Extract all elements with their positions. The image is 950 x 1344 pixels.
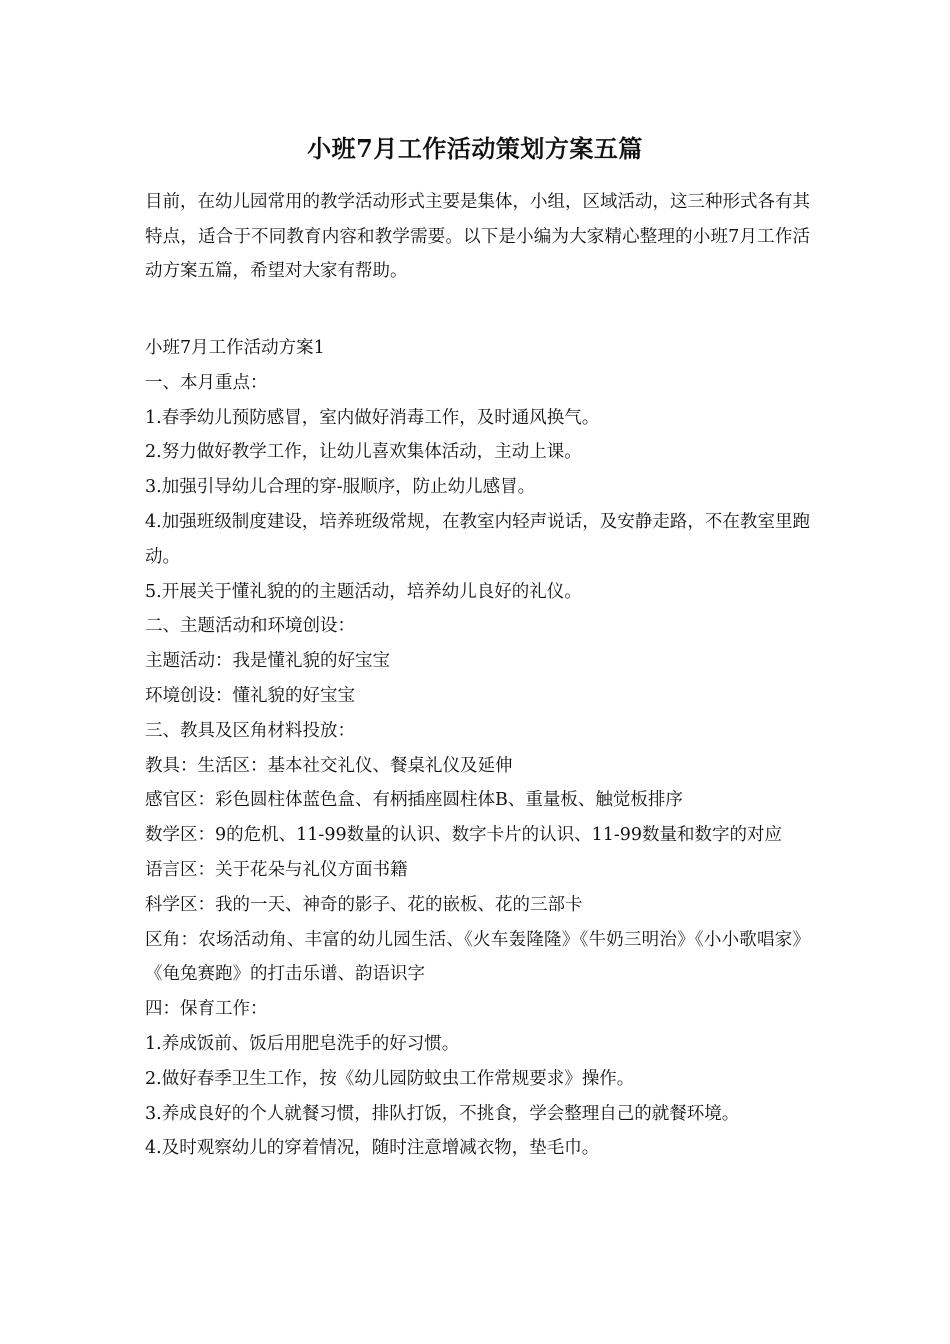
list-item: 2.努力做好教学工作，让幼儿喜欢集体活动，主动上课。 bbox=[145, 442, 582, 463]
list-item: 4.及时观察幼儿的穿着情况，随时注意增减衣物，垫毛巾。 bbox=[145, 1138, 600, 1159]
heading-theme-environment: 二、主题活动和环境创设： bbox=[145, 616, 355, 637]
list-item: 1.养成饭前、饭后用肥皂洗手的好习惯。 bbox=[145, 1033, 460, 1054]
list-item: 3.加强引导幼儿合理的穿-服顺序，防止幼儿感冒。 bbox=[145, 477, 536, 498]
text-line: 主题活动：我是懂礼貌的好宝宝 bbox=[145, 651, 390, 672]
list-item: 5.开展关于懂礼貌的的主题活动，培养幼儿良好的礼仪。 bbox=[145, 581, 582, 602]
list-item: 2.做好春季卫生工作，按《幼儿园防蚊虫工作常规要求》操作。 bbox=[145, 1068, 635, 1089]
list-item: 1.春季幼儿预防感冒，室内做好消毒工作，及时通风换气。 bbox=[145, 407, 600, 428]
document-body bbox=[145, 331, 810, 1166]
heading-materials: 三、教具及区角材料投放： bbox=[145, 720, 355, 741]
text-line: 教具：生活区：基本社交礼仪、餐桌礼仪及延伸 bbox=[145, 755, 513, 776]
heading-care-work: 四：保育工作： bbox=[145, 999, 268, 1020]
text-line: 语言区：关于花朵与礼仪方面书籍 bbox=[145, 859, 408, 880]
list-item: 3.养成良好的个人就餐习惯，排队打饭，不挑食，学会整理自己的就餐环境。 bbox=[145, 1103, 740, 1124]
text-line: 环境创设：懂礼貌的好宝宝 bbox=[145, 685, 355, 706]
text-line: 数学区：9的危机、11-99数量的认识、数字卡片的认识、11-99数量和数字的对应 bbox=[145, 825, 783, 846]
text-line: 感官区：彩色圆柱体蓝色盒、有柄插座圆柱体B、重量板、触觉板排序 bbox=[145, 790, 683, 811]
document-title: 小班7月工作活动策划方案五篇 bbox=[307, 134, 643, 163]
heading-monthly-focus: 一、本月重点： bbox=[145, 372, 268, 393]
section-heading-plan-1: 小班7月工作活动方案1 bbox=[145, 338, 325, 358]
text-line: 科学区：我的一天、神奇的影子、花的嵌板、花的三部卡 bbox=[145, 894, 583, 915]
list-item: 4.加强班级制度建设，培养班级常规，在教室内轻声说话，及安静走路，不在教室里跑动。 bbox=[145, 511, 810, 567]
intro-paragraph: 目前，在幼儿园常用的教学活动形式主要是集体，小组，区域活动，这三种形式各有其特点，适合于不同教育内容和教学需要。以下是小编为大家精心整理的小班7月工作活动方案五篇，希望对大家有帮助。 bbox=[145, 192, 810, 281]
text-line: 区角：农场活动角、丰富的幼儿园生活、《火车轰隆隆》《牛奶三明治》《小小歌唱家》《龟兔赛跑》的打击乐谱、韵语识字 bbox=[145, 929, 810, 985]
